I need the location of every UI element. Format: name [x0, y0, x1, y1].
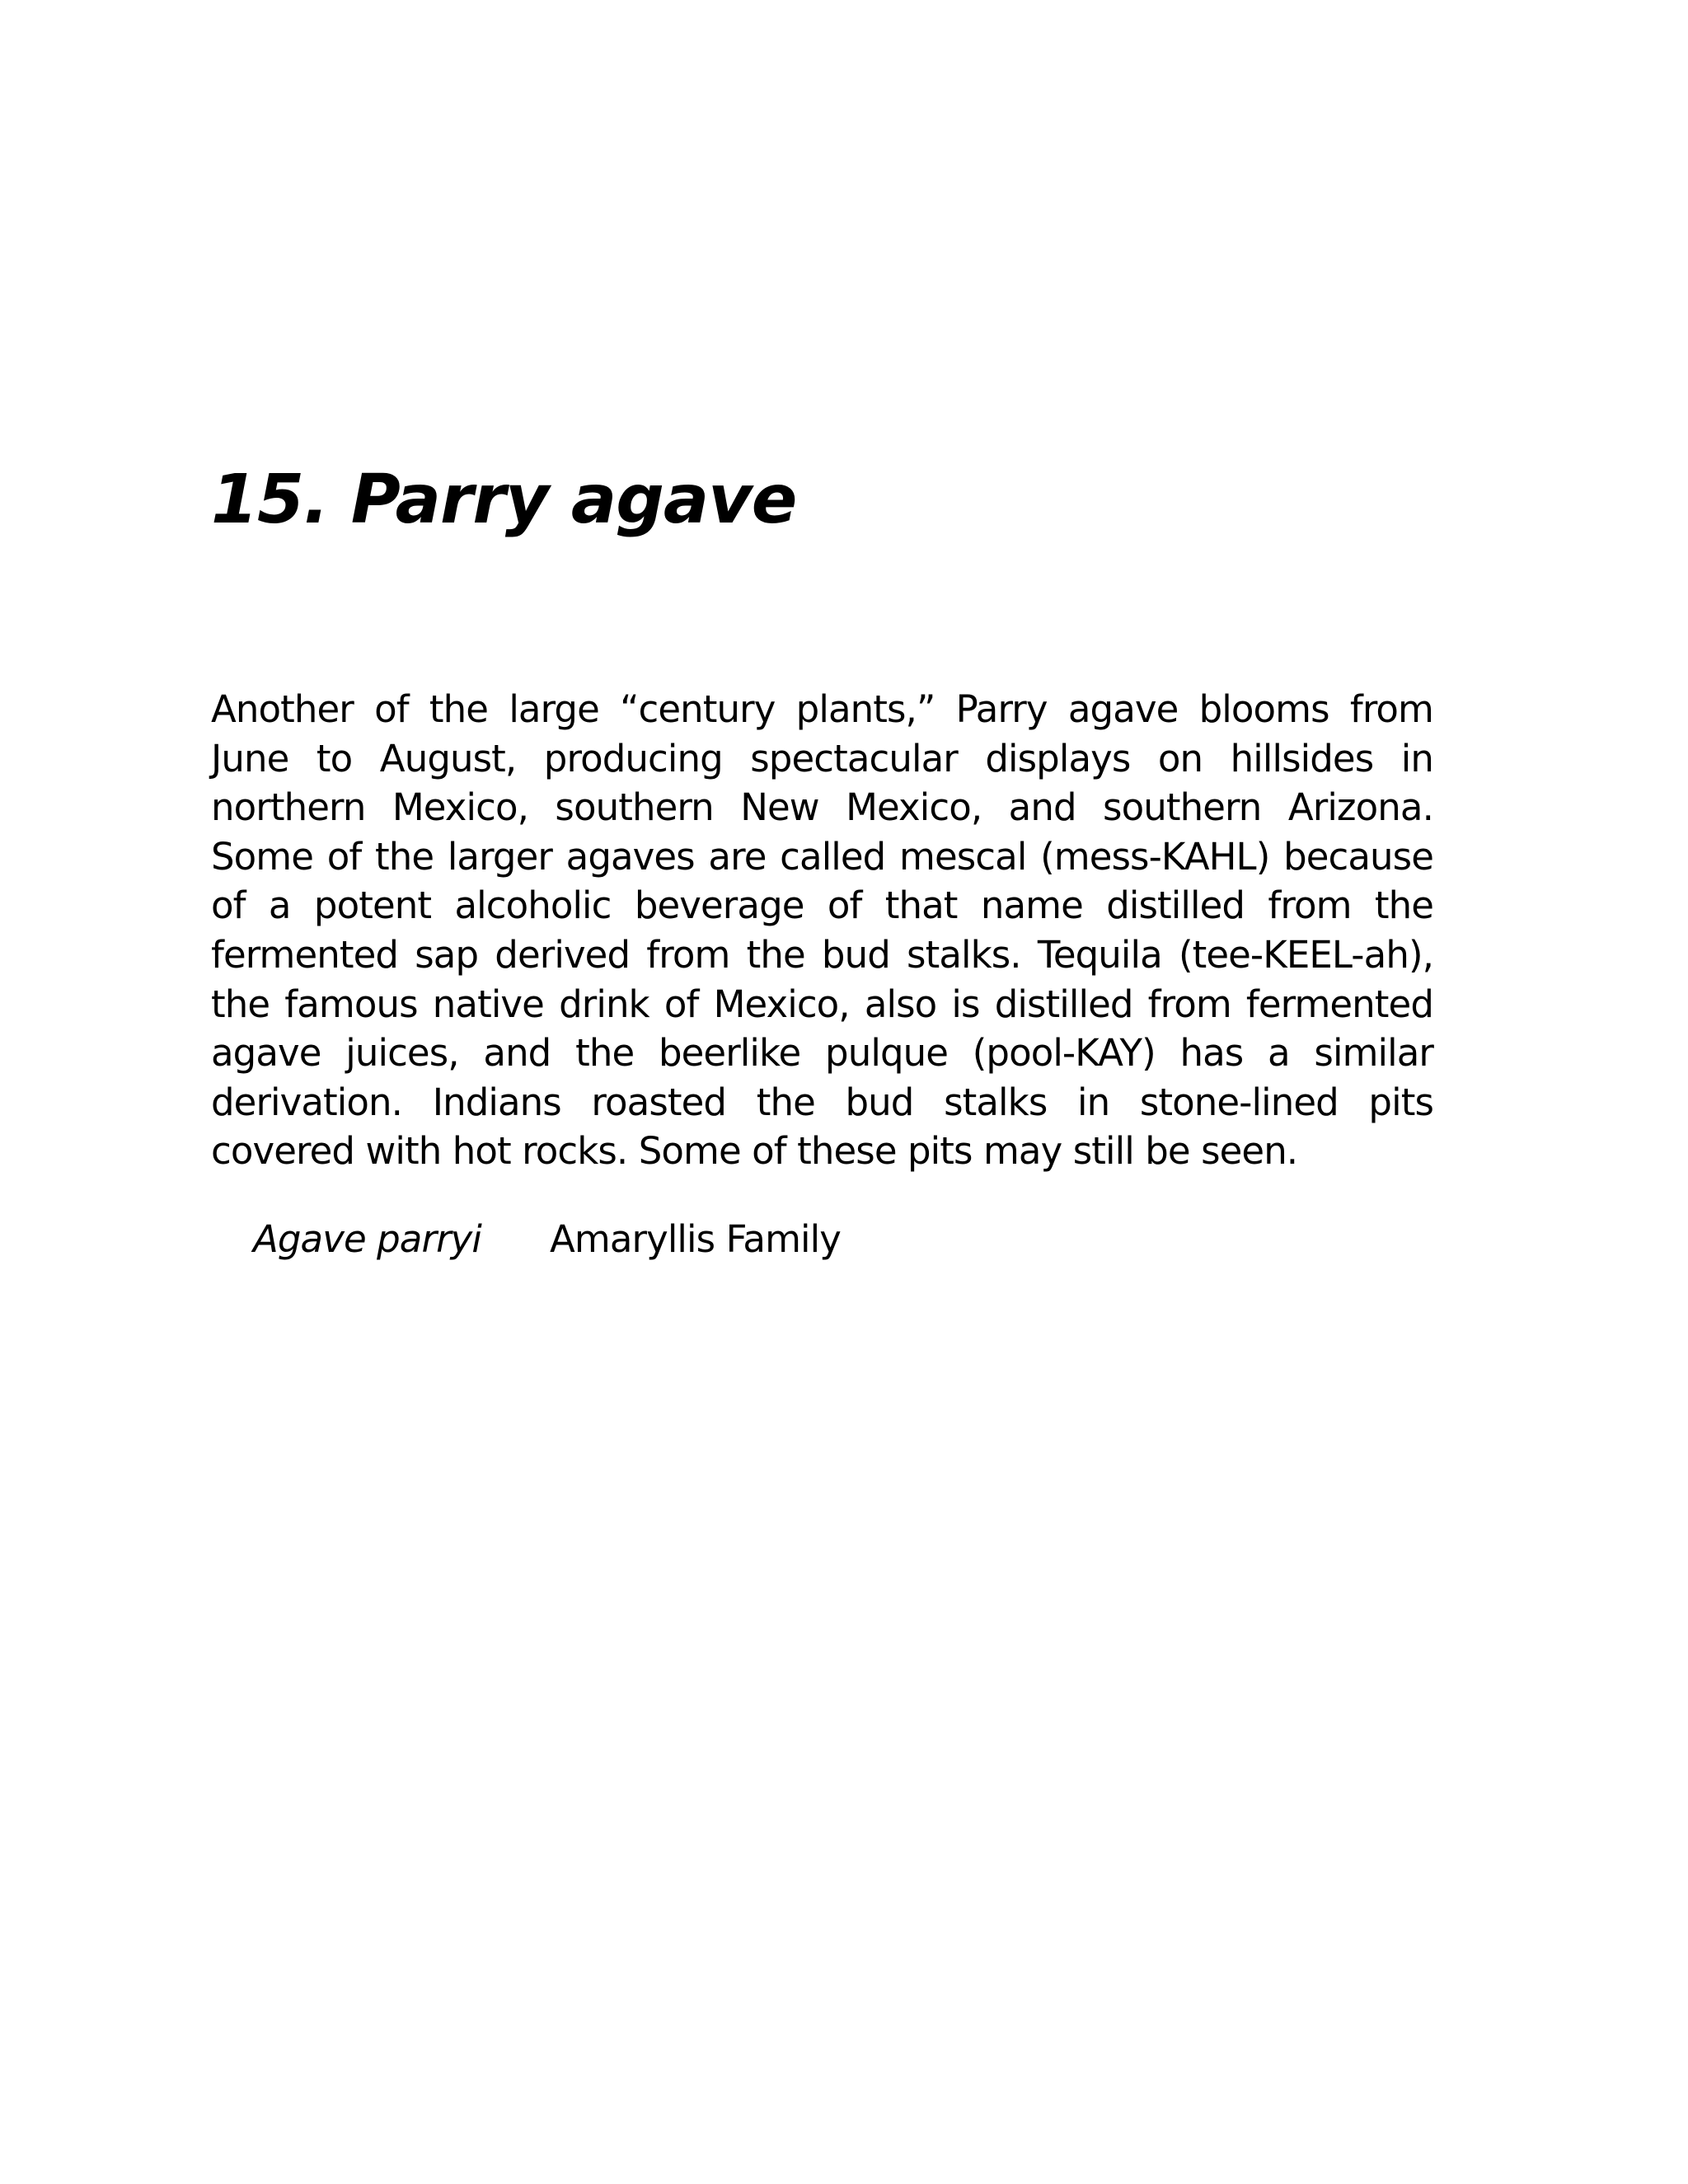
species-line	[253, 1215, 841, 1264]
scientific-name: Agave parryi	[253, 1217, 482, 1261]
plant-family: Amaryllis Family	[550, 1217, 841, 1261]
entry-title: 15. Parry agave	[211, 461, 797, 539]
entry-description: Another of the large “century plants,” Parry agave blooms from June to August, producing spectacular displays on hillsides in northern Mexico, southern New Mexico, and southern Arizona. Some of the larger agaves are called mescal (mess-KAHL) because of a potent alcoholic beverage of that name distilled from the fermented sap derived from the bud stalks. Tequila (tee-KEEL-ah), the famous native drink of Mexico, also is distilled from fermented agave juices, and the beerlike pulque (pool-KAY) has a similar derivation. Indians roasted the bud stalks in stone-lined pits covered with hot rocks. Some of these pits may still be seen.	[211, 687, 1433, 1174]
